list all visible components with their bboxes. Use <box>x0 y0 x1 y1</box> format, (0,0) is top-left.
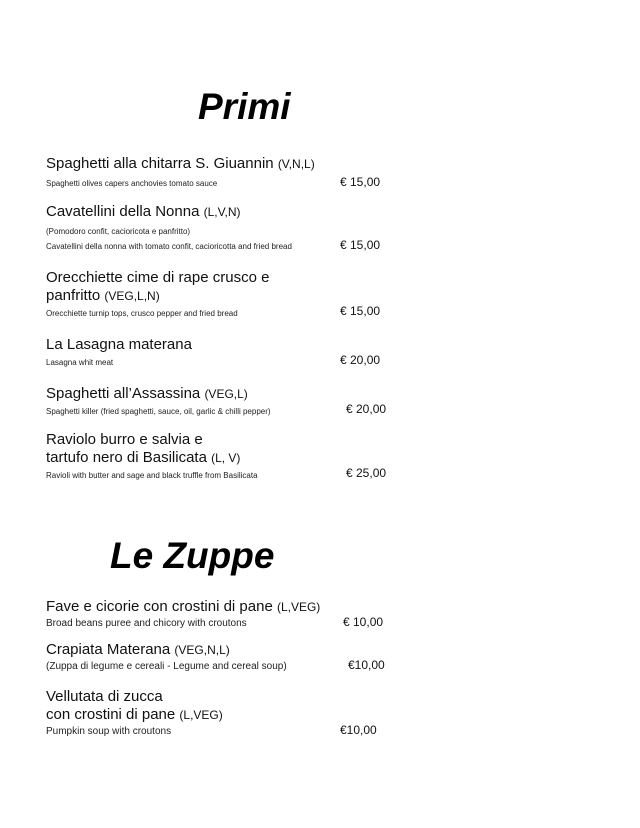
item-tags: (V,N,L) <box>277 157 315 171</box>
item-description: Cavatellini della nonna with tomato confit, cacioricotta and fried bread <box>46 242 292 251</box>
item-name: Orecchiette cime di rape crusco e <box>46 269 270 286</box>
item-description: Ravioli with butter and sage and black truffle from Basilicata <box>46 471 258 480</box>
item-name: tartufo nero di Basilicata <box>46 449 207 466</box>
item-price: € 15,00 <box>340 304 381 318</box>
item-price: € 20,00 <box>340 353 381 367</box>
item-description: Lasagna whit meat <box>46 358 114 367</box>
item-price: €10,00 <box>340 723 377 737</box>
item-price: € 15,00 <box>340 238 381 252</box>
item-name: Vellutata di zucca <box>46 688 163 705</box>
item-name: La Lasagna materana <box>46 336 192 353</box>
item-description: (Pomodoro confit, cacioricota e panfritto) <box>46 227 191 236</box>
item-name: Cavatellini della Nonna <box>46 203 200 220</box>
item-tags: (VEG,L,N) <box>104 289 160 303</box>
item-name: panfritto <box>46 287 101 304</box>
item-description: Orecchiette turnip tops, crusco pepper and fried bread <box>46 309 238 318</box>
item-name: Spaghetti all’Assassina <box>46 385 201 402</box>
item-description: Pumpkin soup with croutons <box>46 726 172 737</box>
item-description: Spaghetti killer (fried spaghetti, sauce, oil, garlic & chilli pepper) <box>46 407 271 416</box>
item-name: Crapiata Materana <box>46 641 171 658</box>
item-tags: (L, V) <box>211 451 241 465</box>
item-price: € 10,00 <box>343 615 384 629</box>
item-description: Broad beans puree and chicory with croutons <box>46 618 247 629</box>
item-tags: (VEG,L) <box>204 387 248 401</box>
item-description: (Zuppa di legume e cereali - Legume and cereal soup) <box>46 661 287 672</box>
item-name: Spaghetti alla chitarra S. Giuannin <box>46 155 274 172</box>
item-price: € 15,00 <box>340 175 381 189</box>
item-price: €10,00 <box>348 658 385 672</box>
item-description: Spaghetti olives capers anchovies tomato sauce <box>46 179 218 188</box>
item-tags: (L,VEG) <box>179 708 223 722</box>
item-name: Raviolo burro e salvia e <box>46 431 203 448</box>
item-name: Fave e cicorie con crostini di pane <box>46 598 273 615</box>
section-title-le-zuppe: Le Zuppe <box>110 535 275 576</box>
item-tags: (VEG,N,L) <box>174 643 230 657</box>
item-tags: (L,V,N) <box>203 205 241 219</box>
item-price: € 25,00 <box>346 466 387 480</box>
section-title-primi: Primi <box>198 86 291 127</box>
item-tags: (L,VEG) <box>276 600 321 614</box>
item-price: € 20,00 <box>346 402 387 416</box>
item-name: con crostini di pane <box>46 706 176 723</box>
